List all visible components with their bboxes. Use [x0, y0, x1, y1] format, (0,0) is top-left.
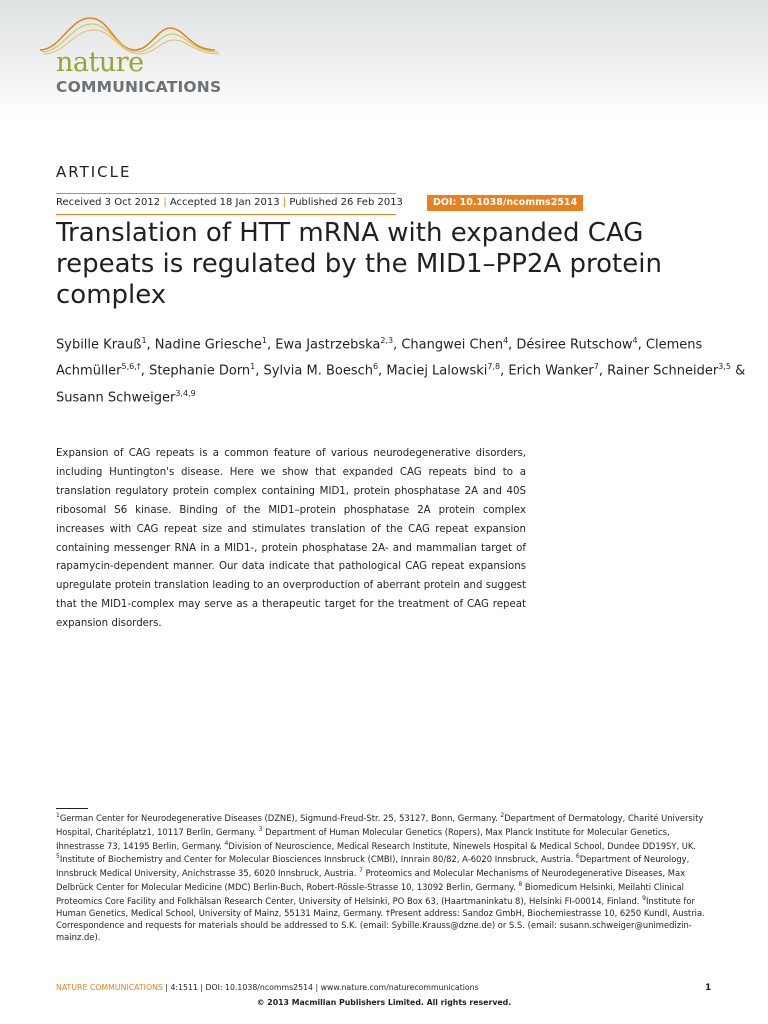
- author-name: Rainer Schneider: [607, 363, 719, 379]
- published-date: Published 26 Feb 2013: [289, 197, 403, 208]
- affiliation-text: Department of Dermatology, Charité University Hospital, Charitéplatz1, 10117 Berlin, Germany.: [56, 812, 704, 837]
- affiliation-text: Proteomics and Molecular Mechanisms of Neurodegenerative Diseases, Max Delbrück Center for Molecular Medicine (MDC) Berlin-Buch, Robert-Rössle-Strasse 10, 13092 Berlin, Germany.: [56, 867, 686, 892]
- author-name: Sylvia M. Boesch: [263, 363, 374, 379]
- doi-badge[interactable]: DOI: 10.1038/ncomms2514: [427, 195, 583, 211]
- author-name: Sybille Krauß: [56, 337, 142, 353]
- affiliation-text: Department of Human Molecular Genetics (Ropers), Max Planck Institute for Molecular Genetics, Ihnestrasse 73, 14195 Berlin, Germany.: [56, 826, 670, 851]
- date-separator: |: [282, 197, 287, 208]
- author-name: Nadine Griesche: [154, 337, 262, 353]
- publication-dates: [56, 196, 403, 209]
- author-name: Stephanie Dorn: [149, 363, 251, 379]
- affiliation-number: 1: [56, 812, 60, 819]
- author-list: Sybille Krauß$^1$, Nadine Griesche$^1$, Ewa Jastrzebska$^{2,3}$, Changwei Chen$^4$, Désiree Rutschow$^4$, Clemens Achmüller$^{5,6,\dagger}$, Stephanie Dorn$^1$, Sylvia M. Boesch$^6$, Maciej Lalowski$^{7,8}$, Erich Wanker$^7$, Rainer Schneider$^{3,5}$ & Susann Schweiger$^{3,4,9}$: [56, 336, 746, 405]
- affiliation-number: 4: [224, 839, 229, 847]
- author-name: Erich Wanker: [508, 363, 594, 379]
- affiliation-number: 5: [56, 853, 60, 861]
- author-affiliation-sup: 1: [250, 362, 256, 372]
- author-affiliation-sup: 4: [503, 336, 509, 345]
- journal-logo-nature: nature: [56, 47, 144, 78]
- author-name: Clemens Achmüller: [56, 337, 703, 379]
- author-affiliation-sup: 5,6,†: [121, 362, 141, 372]
- author-affiliation-sup: 7,8: [487, 362, 501, 372]
- affiliation-text: German Center for Neurodegenerative Diseases (DZNE), Sigmund-Freud-Str. 25, 53127, Bonn, Germany.: [59, 812, 501, 823]
- affiliation-number: 2: [500, 812, 505, 819]
- affiliation-number: 3: [258, 825, 263, 833]
- journal-logo-communications: COMMUNICATIONS: [56, 78, 222, 96]
- affiliation-number: 8: [518, 880, 523, 888]
- footer-journal-name: NATURE COMMUNICATIONS: [56, 983, 163, 992]
- date-separator: |: [163, 197, 167, 208]
- affiliation-number: 7: [359, 867, 363, 875]
- article-type-label: ARTICLE: [56, 163, 132, 181]
- footer-citation: [56, 983, 479, 993]
- footer-citation-text: | 4:1511 | DOI: 10.1038/ncomms2514 | www.nature.com/naturecommunications: [162, 983, 479, 992]
- affiliation-text: Institute for Human Genetics, Medical School, University of Mainz, 55131 Mainz, Germany.: [56, 895, 695, 918]
- affiliations: [56, 810, 716, 943]
- author-affiliation-sup: 2,3: [380, 336, 394, 345]
- affiliation-text: Division of Neuroscience, Medical Research Institute, Ninewels Hospital & Medical School, Dundee DD19SY, UK.: [228, 840, 697, 851]
- author-affiliation-sup: 1: [141, 336, 147, 345]
- received-date: Received 3 Oct 2012: [56, 197, 161, 208]
- affiliation-number: 6: [575, 853, 580, 861]
- author-name: Susann Schweiger: [56, 389, 176, 405]
- author-affiliation-sup: 1: [261, 336, 268, 345]
- affiliation-text: Department of Neurology, Innsbruck Medical University, Anichstrasse 35, 6020 Innsbruck, Austria.: [56, 854, 690, 878]
- affiliation-number: 9: [642, 894, 646, 902]
- present-address: †Present address: Sandoz GmbH, Biochemiestrasse 10, 6250 Kundl, Austria. Correspondence and requests for materials should be addressed to S.K. (email: Sybille.Krauss@dzne.de) or S.S. (email: susann.schweiger@unimedizin-mainz.de).: [56, 907, 705, 942]
- abstract: Expansion of CAG repeats is a common feature of various neurodegenerative disorders, including Huntington's disease. Here we show that expanded CAG repeats bind to a translation regulatory protein complex containing MID1, protein phosphatase 2A and 40S ribosomal S6 kinase. Binding of the MID1–protein phosphatase 2A protein complex increases with CAG repeat size and stimulates translation of the CAG repeat expansion containing messenger RNA in a MID1-, protein phosphatase 2A- and mammalian target of rapamycin-dependent manner. Our data indicate that pathological CAG repeat expansions upregulate protein translation leading to an overproduction of aberrant protein and suggest that the MID1-complex may serve as a therapeutic target for the treatment of CAG repeat expansion disorders.: [56, 448, 526, 630]
- author-affiliation-sup: 4: [632, 336, 638, 345]
- accepted-date: Accepted 18 Jan 2013: [169, 197, 280, 208]
- author-name: Ewa Jastrzebska: [275, 337, 381, 353]
- author-affiliation-sup: 6: [373, 362, 379, 372]
- author-affiliation-sup: 3,5: [718, 362, 731, 372]
- journal-banner: [0, 0, 768, 118]
- author-affiliation-sup: 3,4,9: [175, 388, 196, 398]
- page-number: 1: [705, 983, 712, 993]
- article-title: Translation of HTT mRNA with expanded CAG repeats is regulated by the MID1–PP2A protein complex: [56, 218, 662, 310]
- author-affiliation-sup: 7: [593, 362, 599, 372]
- author-name: Changwei Chen: [401, 337, 504, 353]
- affiliations-rule: [56, 808, 88, 809]
- copyright: © 2013 Macmillan Publishers Limited. All rights reserved.: [256, 998, 512, 1007]
- author-name: Désiree Rutschow: [516, 337, 633, 353]
- affiliation-text: Biomedicum Helsinki, Meilahti Clinical Proteomics Core Facility and Folkhälsan Research Center, University of Helsinki, PO Box 63, (Haartmaninkatu 8), Helsinki FI-00014, Finland.: [56, 881, 684, 906]
- affiliation-text: Institute of Biochemistry and Center for Molecular Biosciences Innsbruck (CMBI), Innrain 80/82, A-6020 Innsbruck, Austria.: [59, 854, 576, 865]
- author-name: Maciej Lalowski: [386, 363, 488, 379]
